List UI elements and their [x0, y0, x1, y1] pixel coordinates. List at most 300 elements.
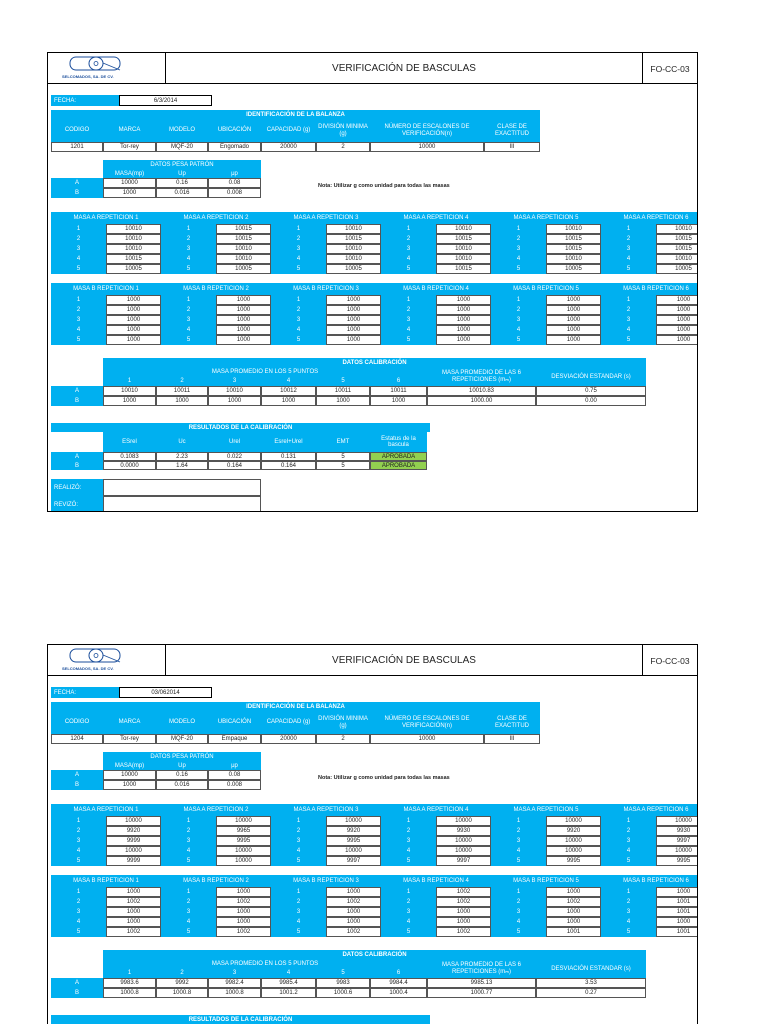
masa-value: 9997: [436, 856, 491, 866]
masa-value: 1000: [546, 315, 601, 325]
rep-number: 2: [156, 376, 208, 386]
point-number: 4: [381, 917, 436, 927]
pesa-value: 0.08: [208, 178, 261, 188]
logo-roll-icon: [48, 645, 166, 676]
point-number: 2: [51, 305, 106, 315]
point-number: 5: [381, 856, 436, 866]
desviacion-header: DESVIACIÓN ESTANDAR (s): [536, 367, 646, 386]
pesa-header: MASA(mp): [103, 169, 156, 178]
promedio-value: 10011: [316, 386, 370, 396]
id-value: 20000: [261, 734, 316, 744]
promedio-value: 10010: [208, 386, 261, 396]
sheet-title: VERIFICACIÓN DE BASCULAS: [332, 63, 476, 74]
masa-value: 1000: [436, 295, 491, 305]
masa-value: 1000: [216, 335, 271, 345]
sheet-title: VERIFICACIÓN DE BASCULAS: [332, 655, 476, 666]
point-number: 5: [161, 335, 216, 345]
masa-value: 10010: [106, 244, 161, 254]
id-title: IDENTIFICACIÓN DE LA BALANZA: [51, 702, 540, 711]
row-label: A: [51, 978, 103, 988]
point-number: 2: [381, 305, 436, 315]
point-number: 3: [491, 315, 546, 325]
masa-value: 9997: [656, 836, 698, 846]
point-number: 5: [491, 264, 546, 274]
point-number: 5: [601, 927, 656, 937]
masa-group-header: MASA A REPETICION 2: [161, 212, 271, 224]
masa-value: 1002: [436, 887, 491, 897]
point-number: 4: [601, 325, 656, 335]
point-number: 3: [491, 907, 546, 917]
pesa-header: Up: [156, 761, 208, 770]
masa-value: 1001: [656, 927, 698, 937]
id-value: Engomado: [208, 142, 261, 152]
reviso-label: REVIZÓ:: [51, 496, 103, 512]
id-value: Empaque: [208, 734, 261, 744]
promedio-value: 9984.4: [370, 978, 427, 988]
calib-title: DATOS CALIBRACIÓN: [103, 358, 646, 367]
point-number: 5: [271, 335, 326, 345]
point-number: 3: [51, 907, 106, 917]
point-number: 2: [161, 305, 216, 315]
result-value: 0.022: [208, 452, 261, 461]
promedio-value: 1000: [261, 396, 316, 406]
results-header: Esrel+Urel: [261, 432, 316, 452]
rep-number: 2: [156, 968, 208, 978]
masa-value: 10000: [326, 816, 381, 826]
masa-value: 1000: [106, 315, 161, 325]
point-number: 4: [381, 325, 436, 335]
masa-value: 10010: [106, 224, 161, 234]
masa-value: 1000: [436, 315, 491, 325]
masa-group-header: MASA A REPETICION 5: [491, 804, 601, 816]
masa-value: 1000: [106, 335, 161, 345]
result-value: 1.64: [156, 461, 208, 470]
masa-group-header: MASA B REPETICION 2: [161, 875, 271, 887]
sd-value: 0.75: [536, 386, 646, 396]
masa-value: 10015: [326, 234, 381, 244]
point-number: 4: [491, 325, 546, 335]
masa-value: 1000: [326, 335, 381, 345]
rep-number: 3: [208, 376, 261, 386]
verification-sheet-2: [47, 644, 698, 1024]
result-value: 2.23: [156, 452, 208, 461]
rep-number: 6: [370, 376, 427, 386]
id-value: Tor-rey: [103, 142, 156, 152]
company-name: SELCOMADOS, SA. DE CV.: [62, 666, 114, 671]
point-number: 2: [491, 897, 546, 907]
row-label: B: [51, 396, 103, 406]
row-label: A: [51, 452, 103, 461]
masa-value: 10000: [436, 816, 491, 826]
id-header: DIVISIÓN MINIMA (g): [316, 711, 370, 734]
point-number: 5: [381, 927, 436, 937]
masa-value: 10010: [656, 224, 698, 234]
id-value: 2: [316, 142, 370, 152]
point-number: 2: [161, 234, 216, 244]
point-number: 1: [271, 295, 326, 305]
pesa-value: 0.008: [208, 188, 261, 198]
point-number: 2: [601, 305, 656, 315]
masa-group-header: MASA A REPETICION 1: [51, 804, 161, 816]
results-title: RESULTADOS DE LA CALIBRACIÓN: [51, 423, 430, 432]
masa-value: 10010: [436, 224, 491, 234]
point-number: 2: [271, 897, 326, 907]
point-number: 3: [601, 315, 656, 325]
point-number: 2: [381, 897, 436, 907]
sheet-header: [48, 645, 697, 676]
id-header: CLASE DE EXACTITUD: [484, 711, 540, 734]
reviso-field: [103, 496, 261, 512]
result-value: 0.1083: [103, 452, 156, 461]
rep-number: 5: [316, 968, 370, 978]
id-header: CLASE DE EXACTITUD: [484, 119, 540, 142]
company-logo: [48, 645, 166, 676]
masa-value: 1000: [656, 887, 698, 897]
sd-value: 0.27: [536, 988, 646, 998]
masa-value: 1000: [436, 325, 491, 335]
promedio-value: 9983.6: [103, 978, 156, 988]
pesa-value: 0.016: [156, 780, 208, 790]
id-value: III: [484, 142, 540, 152]
point-number: 1: [51, 224, 106, 234]
masa-value: 1000: [656, 305, 698, 315]
point-number: 4: [271, 846, 326, 856]
result-value: 5: [316, 461, 370, 470]
fecha-value: 03/062014: [119, 687, 212, 698]
point-number: 4: [381, 846, 436, 856]
point-number: 3: [491, 836, 546, 846]
pesa-value: 0.16: [156, 178, 208, 188]
point-number: 2: [271, 305, 326, 315]
point-number: 5: [51, 264, 106, 274]
point-number: 2: [601, 234, 656, 244]
result-value: 5: [316, 452, 370, 461]
masa-group-header: MASA B REPETICION 4: [381, 875, 491, 887]
point-number: 1: [271, 887, 326, 897]
masa-value: 10010: [436, 244, 491, 254]
masa-value: 1000: [106, 325, 161, 335]
point-number: 1: [601, 887, 656, 897]
masa-group-header: MASA B REPETICION 6: [601, 283, 698, 295]
masa-value: 1000: [106, 907, 161, 917]
form-code: FO-CC-03: [642, 53, 697, 84]
promedio-value: 9983: [316, 978, 370, 988]
point-number: 3: [491, 244, 546, 254]
id-value: 10000: [370, 142, 484, 152]
fecha-label: FECHA:: [51, 687, 119, 698]
masa-value: 10010: [216, 254, 271, 264]
masa-value: 1000: [656, 325, 698, 335]
point-number: 1: [381, 295, 436, 305]
masa-value: 10015: [216, 224, 271, 234]
point-number: 3: [271, 907, 326, 917]
masa-group-header: MASA B REPETICION 2: [161, 283, 271, 295]
masa-value: 1000: [546, 305, 601, 315]
point-number: 3: [381, 315, 436, 325]
calib-title: DATOS CALIBRACIÓN: [103, 950, 646, 959]
id-value: Tor-rey: [103, 734, 156, 744]
point-number: 2: [601, 826, 656, 836]
masa-value: 10000: [216, 856, 271, 866]
masa-value: 10000: [656, 846, 698, 856]
promedio-value: 1000: [370, 396, 427, 406]
masa-group-header: MASA A REPETICION 1: [51, 212, 161, 224]
rep-number: 1: [103, 376, 156, 386]
promedio-value: 1001.2: [261, 988, 316, 998]
point-number: 1: [51, 295, 106, 305]
promedio-value: 1000.8: [208, 988, 261, 998]
masa-value: 9995: [326, 836, 381, 846]
row-label: B: [51, 988, 103, 998]
point-number: 1: [601, 816, 656, 826]
mm-value: 1000.00: [427, 396, 536, 406]
realizo-label: REALIZÓ:: [51, 479, 103, 496]
point-number: 4: [271, 325, 326, 335]
point-number: 5: [271, 856, 326, 866]
promedio-value: 10012: [261, 386, 316, 396]
point-number: 3: [161, 244, 216, 254]
masa-promedio-5-header: MASA PROMEDIO EN LOS 5 PUNTOS: [103, 959, 427, 968]
masa-value: 9930: [436, 826, 491, 836]
id-value: III: [484, 734, 540, 744]
masa-value: 1001: [656, 907, 698, 917]
masa-value: 10015: [436, 234, 491, 244]
point-number: 1: [601, 224, 656, 234]
masa-value: 9995: [546, 856, 601, 866]
masa-group-header: MASA B REPETICION 1: [51, 283, 161, 295]
masa-value: 1000: [216, 295, 271, 305]
id-header: MODELO: [156, 711, 208, 734]
masa-group-header: MASA B REPETICION 6: [601, 875, 698, 887]
pesa-value: 1000: [103, 188, 156, 198]
point-number: 1: [161, 816, 216, 826]
point-number: 3: [161, 907, 216, 917]
point-number: 1: [491, 224, 546, 234]
masa-value: 1002: [436, 927, 491, 937]
rep-number: 3: [208, 968, 261, 978]
masa-group-header: MASA B REPETICION 4: [381, 283, 491, 295]
promedio-value: 1000.4: [370, 988, 427, 998]
masa-value: 1000: [436, 305, 491, 315]
point-number: 4: [51, 917, 106, 927]
pesa-value: 0.08: [208, 770, 261, 780]
point-number: 2: [381, 826, 436, 836]
status-badge: APROBADA: [370, 461, 427, 470]
logo-roll-icon: [48, 53, 166, 84]
masa-value: 1000: [436, 907, 491, 917]
point-number: 4: [51, 325, 106, 335]
masa-value: 10000: [106, 846, 161, 856]
sd-value: 0.00: [536, 396, 646, 406]
masa-value: 1000: [436, 335, 491, 345]
point-number: 5: [271, 927, 326, 937]
point-number: 2: [161, 826, 216, 836]
company-name: SELCOMADOS, SA. DE CV.: [62, 74, 114, 79]
point-number: 4: [601, 917, 656, 927]
masa-group-header: MASA A REPETICION 3: [271, 212, 381, 224]
id-value: 10000: [370, 734, 484, 744]
masa-value: 10010: [656, 254, 698, 264]
masa-value: 9920: [546, 826, 601, 836]
masa-value: 1000: [546, 917, 601, 927]
masa-value: 10000: [326, 846, 381, 856]
fecha-label: FECHA:: [51, 95, 119, 106]
point-number: 3: [51, 836, 106, 846]
point-number: 1: [601, 295, 656, 305]
masa-value: 9920: [106, 826, 161, 836]
verification-sheet-1: [47, 52, 698, 512]
point-number: 4: [491, 917, 546, 927]
masa-value: 10015: [436, 264, 491, 274]
point-number: 2: [51, 234, 106, 244]
point-number: 5: [601, 335, 656, 345]
id-header: CODIGO: [51, 711, 103, 734]
promedio-value: 9985.4: [261, 978, 316, 988]
point-number: 3: [51, 244, 106, 254]
rep-number: 1: [103, 968, 156, 978]
masa-value: 1000: [106, 917, 161, 927]
masa-value: 1000: [436, 917, 491, 927]
masa-group-header: MASA B REPETICION 5: [491, 283, 601, 295]
masa-value: 1000: [326, 887, 381, 897]
results-header: Uc: [156, 432, 208, 452]
masa-value: 10000: [216, 816, 271, 826]
point-number: 5: [491, 927, 546, 937]
id-header: NÚMERO DE ESCALONES DE VERIFICACIÓN(n): [370, 711, 484, 734]
masa-value: 10010: [546, 254, 601, 264]
company-logo: [48, 53, 166, 84]
point-number: 1: [491, 887, 546, 897]
pesa-value: 0.016: [156, 188, 208, 198]
pesa-header: μp: [208, 169, 261, 178]
masa-group-header: MASA A REPETICION 5: [491, 212, 601, 224]
rep-number: 5: [316, 376, 370, 386]
masa-value: 1001: [656, 897, 698, 907]
results-header: EMT: [316, 432, 370, 452]
masa-value: 10015: [216, 234, 271, 244]
point-number: 3: [601, 836, 656, 846]
masa-value: 10000: [106, 816, 161, 826]
masa-group-header: MASA A REPETICION 3: [271, 804, 381, 816]
results-header: Estatus de la bascula: [370, 432, 427, 452]
masa-value: 10005: [656, 264, 698, 274]
point-number: 1: [161, 224, 216, 234]
point-number: 3: [161, 315, 216, 325]
masa-value: 1000: [326, 305, 381, 315]
masa-value: 9999: [106, 856, 161, 866]
masa-promedio-6-header: MASA PROMEDIO DE LAS 6 REPETICIONES (mₘ): [427, 959, 536, 978]
masa-value: 1000: [546, 907, 601, 917]
masa-value: 1002: [436, 897, 491, 907]
row-label: A: [51, 178, 103, 188]
point-number: 4: [161, 325, 216, 335]
point-number: 3: [381, 244, 436, 254]
masa-value: 10015: [656, 234, 698, 244]
point-number: 2: [51, 897, 106, 907]
masa-value: 1002: [216, 927, 271, 937]
point-number: 2: [491, 826, 546, 836]
masa-value: 1000: [106, 305, 161, 315]
point-number: 3: [271, 244, 326, 254]
pesa-title: DATOS PESA PATRÓN: [103, 752, 261, 761]
id-header: UBICACIÓN: [208, 119, 261, 142]
masa-value: 1000: [326, 325, 381, 335]
point-number: 2: [601, 897, 656, 907]
point-number: 4: [491, 254, 546, 264]
masa-value: 1000: [546, 335, 601, 345]
point-number: 1: [271, 816, 326, 826]
point-number: 4: [601, 846, 656, 856]
promedio-value: 1000: [316, 396, 370, 406]
point-number: 3: [271, 315, 326, 325]
point-number: 4: [601, 254, 656, 264]
masa-value: 1000: [216, 315, 271, 325]
masa-value: 1000: [326, 907, 381, 917]
row-label: A: [51, 386, 103, 396]
masa-value: 1001: [546, 927, 601, 937]
masa-value: 10015: [656, 244, 698, 254]
point-number: 5: [491, 335, 546, 345]
masa-value: 10005: [216, 264, 271, 274]
row-label: B: [51, 188, 103, 198]
result-value: 0.0000: [103, 461, 156, 470]
point-number: 1: [51, 816, 106, 826]
masa-value: 1000: [546, 295, 601, 305]
pesa-title: DATOS PESA PATRÓN: [103, 160, 261, 169]
point-number: 5: [161, 264, 216, 274]
masa-value: 10000: [436, 846, 491, 856]
point-number: 2: [51, 826, 106, 836]
result-value: 0.164: [261, 461, 316, 470]
masa-value: 1000: [216, 325, 271, 335]
id-header: CAPACIDAD (g): [261, 711, 316, 734]
point-number: 3: [601, 244, 656, 254]
masa-value: 10000: [546, 846, 601, 856]
masa-value: 9999: [106, 836, 161, 846]
masa-value: 1000: [326, 917, 381, 927]
rep-number: 4: [261, 968, 316, 978]
row-label: A: [51, 770, 103, 780]
point-number: 1: [381, 887, 436, 897]
point-number: 2: [271, 826, 326, 836]
id-value: MQF-20: [156, 142, 208, 152]
sd-value: 3.53: [536, 978, 646, 988]
promedio-value: 1000.8: [103, 988, 156, 998]
realizo-field: [103, 479, 261, 496]
masa-value: 9965: [216, 826, 271, 836]
masa-promedio-5-header: MASA PROMEDIO EN LOS 5 PUNTOS: [103, 367, 427, 376]
point-number: 5: [601, 856, 656, 866]
promedio-value: 1000: [208, 396, 261, 406]
masa-value: 1000: [216, 305, 271, 315]
point-number: 2: [271, 234, 326, 244]
masa-group-header: MASA A REPETICION 6: [601, 212, 698, 224]
point-number: 4: [491, 846, 546, 856]
promedio-value: 10011: [156, 386, 208, 396]
result-value: 0.164: [208, 461, 261, 470]
pesa-header: MASA(mp): [103, 761, 156, 770]
masa-value: 10010: [326, 224, 381, 234]
point-number: 4: [51, 254, 106, 264]
masa-value: 10005: [326, 264, 381, 274]
masa-value: 1000: [656, 335, 698, 345]
pesa-value: 0.008: [208, 780, 261, 790]
point-number: 3: [51, 315, 106, 325]
point-number: 5: [161, 927, 216, 937]
id-value: MQF-20: [156, 734, 208, 744]
masa-value: 9997: [326, 856, 381, 866]
masa-group-header: MASA B REPETICION 3: [271, 283, 381, 295]
